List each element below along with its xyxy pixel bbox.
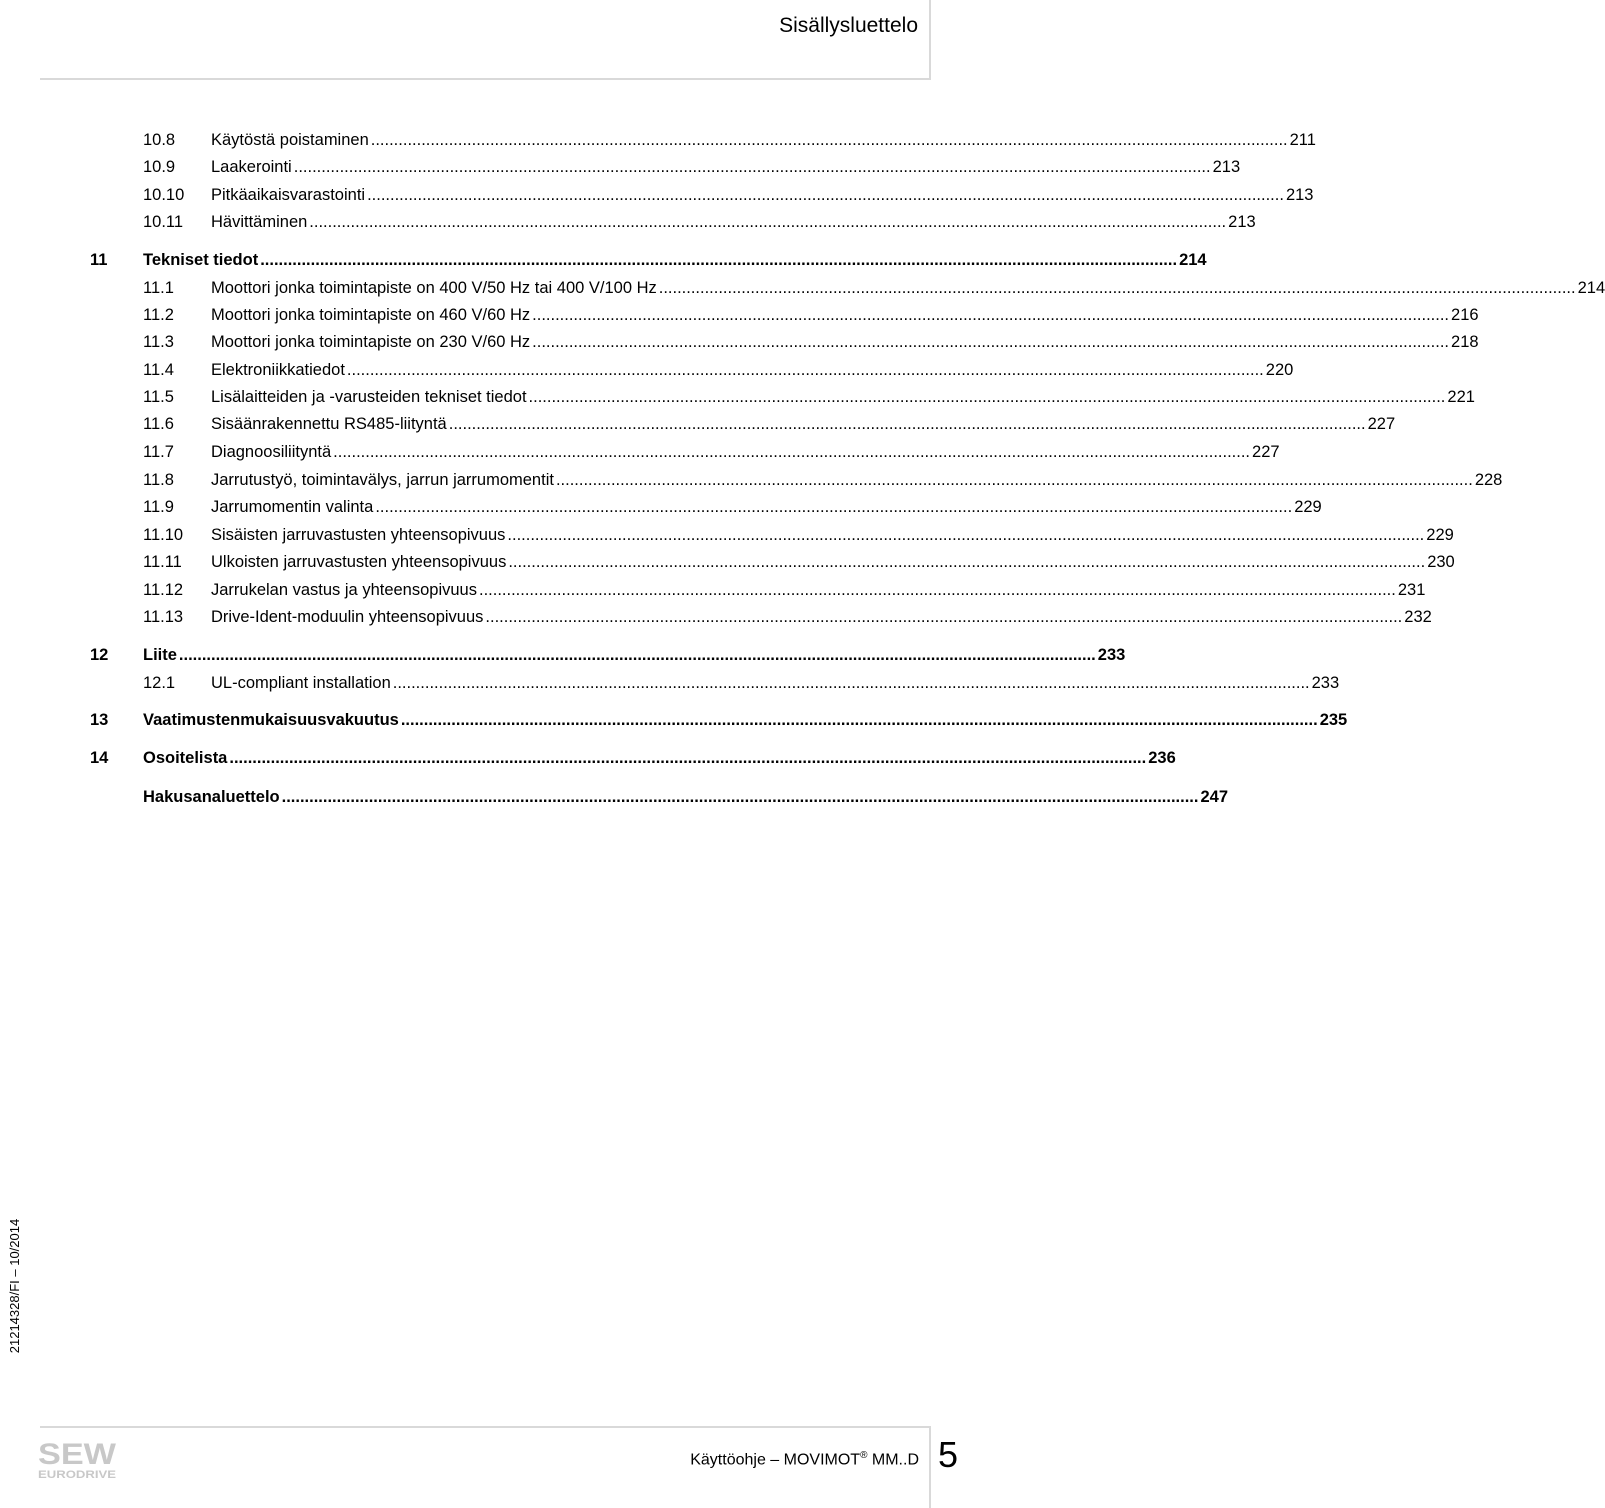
toc-leader-dots: ........................................................................................................................................................................................................ bbox=[448, 415, 1366, 433]
toc-entry-number: 11.2 bbox=[143, 306, 174, 324]
toc-leader-dots: ........................................................................................................................................................................................................ bbox=[293, 158, 1211, 176]
toc-entry-page: 247 bbox=[1200, 788, 1229, 806]
toc-leader-dots: ........................................................................................................................................................................................................ bbox=[229, 749, 1147, 767]
toc-entry-number: 11.1 bbox=[143, 279, 174, 297]
toc-leader-dots: ........................................................................................................................................................................................................ bbox=[370, 131, 1288, 149]
header-vertical-rule bbox=[929, 0, 931, 78]
toc-entry-title: Ulkoisten jarruvastusten yhteensopivuus bbox=[211, 553, 507, 571]
toc-entry-title: Sisäänrakennettu RS485-liityntä bbox=[211, 415, 447, 433]
footer-vertical-rule bbox=[929, 1426, 931, 1508]
toc-leader-dots: ........................................................................................................................................................................................................ bbox=[478, 581, 1396, 599]
toc-entry-number: 11 bbox=[90, 251, 108, 269]
toc-entry[interactable] bbox=[0, 787, 1229, 809]
toc-entry-number: 11.9 bbox=[143, 498, 174, 516]
toc-leader-dots: ........................................................................................................................................................................................................ bbox=[392, 674, 1310, 692]
toc-entry[interactable] bbox=[0, 470, 1503, 492]
toc-leader-dots: ........................................................................................................................................................................................................ bbox=[485, 608, 1403, 626]
toc-entry-title: Osoitelista bbox=[143, 749, 228, 767]
toc-entry-page: 233 bbox=[1311, 674, 1340, 692]
toc-entry[interactable] bbox=[0, 442, 1280, 464]
toc-entry-title: Jarrukelan vastus ja yhteensopivuus bbox=[211, 581, 477, 599]
toc-entry-page: 227 bbox=[1252, 443, 1280, 461]
toc-entry[interactable] bbox=[0, 360, 1294, 382]
toc-leader-dots: ........................................................................................................................................................................................................ bbox=[532, 306, 1450, 324]
toc-entry-number: 11.3 bbox=[143, 333, 174, 351]
toc-entry-number: 10.8 bbox=[143, 131, 176, 149]
toc-leader-dots: ........................................................................................................................................................................................................ bbox=[260, 251, 1178, 269]
toc-entry-title: Jarrumomentin valinta bbox=[211, 498, 374, 516]
toc-entry[interactable] bbox=[0, 305, 1479, 327]
toc-entry[interactable] bbox=[0, 673, 1340, 695]
toc-entry[interactable] bbox=[0, 387, 1475, 409]
toc-entry-page: 235 bbox=[1319, 711, 1348, 729]
toc-entry-number: 11.5 bbox=[143, 388, 174, 406]
toc-entry-number: 11.12 bbox=[143, 581, 184, 599]
toc-leader-dots: ........................................................................................................................................................................................................ bbox=[658, 279, 1576, 297]
toc-entry-title: Hakusanaluettelo bbox=[143, 788, 280, 806]
toc-entry-page: 214 bbox=[1179, 251, 1207, 269]
toc-entry-number: 12 bbox=[90, 646, 109, 664]
toc-entry[interactable] bbox=[0, 332, 1479, 354]
footer-horizontal-rule bbox=[40, 1426, 930, 1428]
toc-entry-number: 12.1 bbox=[143, 674, 176, 692]
toc-entry-title: Käytöstä poistaminen bbox=[211, 131, 369, 149]
toc-leader-dots: ........................................................................................................................................................................................................ bbox=[555, 471, 1473, 489]
toc-entry[interactable] bbox=[0, 185, 1314, 207]
toc-entry[interactable] bbox=[0, 710, 1348, 732]
toc-entry-title: Liite bbox=[143, 646, 177, 664]
page-number: 5 bbox=[938, 1434, 959, 1475]
footer-doc-prefix: Käyttöohje – MOVIMOT bbox=[690, 1451, 861, 1469]
toc-entry[interactable] bbox=[0, 212, 1256, 234]
toc-entry[interactable] bbox=[0, 580, 1426, 602]
toc-entry-page: 221 bbox=[1447, 388, 1475, 406]
toc-entry-page: 211 bbox=[1289, 131, 1316, 149]
toc-entry-page: 233 bbox=[1097, 646, 1126, 664]
toc-entry-number: 11.7 bbox=[143, 443, 174, 461]
toc-leader-dots: ........................................................................................................................................................................................................ bbox=[178, 646, 1096, 664]
toc-entry-page: 213 bbox=[1228, 213, 1256, 231]
header-title: Sisällysluettelo bbox=[779, 14, 918, 37]
toc-entry-title: Moottori jonka toimintapiste on 460 V/60 Hz bbox=[211, 306, 531, 324]
toc-entry[interactable] bbox=[0, 748, 1176, 770]
toc-entry-number: 11.8 bbox=[143, 471, 174, 489]
toc-entry-page: 227 bbox=[1367, 415, 1396, 433]
toc-entry-page: 229 bbox=[1426, 526, 1454, 544]
toc-leader-dots: ........................................................................................................................................................................................................ bbox=[333, 443, 1251, 461]
toc-entry-title: Jarrutustyö, toimintavälys, jarrun jarrumomentit bbox=[211, 471, 554, 489]
toc-entry-page: 218 bbox=[1451, 333, 1479, 351]
toc-entry-title: Vaatimustenmukaisuusvakuutus bbox=[143, 711, 399, 729]
logo-line2: EURODRIVE bbox=[38, 1469, 116, 1481]
footer-document-title bbox=[690, 1450, 919, 1469]
toc-entry-page: 216 bbox=[1451, 306, 1479, 324]
toc-entry-title: Drive-Ident-moduulin yhteensopivuus bbox=[211, 608, 484, 626]
toc-entry-number: 10.10 bbox=[143, 186, 185, 204]
toc-entry-number: 10.11 bbox=[143, 213, 184, 231]
toc-entry[interactable] bbox=[0, 645, 1126, 667]
toc-entry-title: Moottori jonka toimintapiste on 230 V/60 Hz bbox=[211, 333, 531, 351]
toc-entry[interactable] bbox=[0, 130, 1316, 152]
toc-entry-title: Hävittäminen bbox=[211, 213, 308, 231]
toc-entry[interactable] bbox=[0, 607, 1432, 629]
toc-entry-page: 213 bbox=[1212, 158, 1241, 176]
toc-entry-page: 214 bbox=[1577, 279, 1605, 297]
toc-entry-number: 11.10 bbox=[143, 526, 184, 544]
toc-entry-title: UL-compliant installation bbox=[211, 674, 391, 692]
toc-entry-page: 229 bbox=[1294, 498, 1322, 516]
toc-entry-title: Lisälaitteiden ja -varusteiden tekniset tiedot bbox=[211, 388, 527, 406]
toc-entry-number: 10.9 bbox=[143, 158, 176, 176]
toc-entry-number: 14 bbox=[90, 749, 109, 767]
toc-entry-title: Laakerointi bbox=[211, 158, 292, 176]
toc-entry[interactable] bbox=[0, 250, 1207, 272]
toc-leader-dots: ........................................................................................................................................................................................................ bbox=[528, 388, 1446, 406]
toc-leader-dots: ........................................................................................................................................................................................................ bbox=[400, 711, 1318, 729]
toc-entry-page: 230 bbox=[1427, 553, 1455, 571]
toc-entry-page: 213 bbox=[1285, 186, 1314, 204]
toc-leader-dots: ........................................................................................................................................................................................................ bbox=[367, 186, 1284, 204]
toc-leader-dots: ........................................................................................................................................................................................................ bbox=[309, 213, 1227, 231]
logo-line1: SEW bbox=[38, 1438, 117, 1471]
toc-leader-dots: ........................................................................................................................................................................................................ bbox=[281, 788, 1199, 806]
toc-leader-dots: ........................................................................................................................................................................................................ bbox=[507, 526, 1425, 544]
toc-leader-dots: ........................................................................................................................................................................................................ bbox=[346, 361, 1264, 379]
sew-eurodrive-logo bbox=[38, 1440, 118, 1482]
document-code: 21214328/FI – 10/2014 bbox=[7, 1218, 22, 1354]
toc-entry-page: 220 bbox=[1265, 361, 1294, 379]
toc-entry[interactable] bbox=[0, 278, 1605, 300]
toc-entry-title: Moottori jonka toimintapiste on 400 V/50 Hz tai 400 V/100 Hz bbox=[211, 279, 657, 297]
toc-entry-title: Elektroniikkatiedot bbox=[211, 361, 345, 379]
toc-entry[interactable] bbox=[0, 525, 1454, 547]
header-horizontal-rule bbox=[40, 78, 931, 80]
toc-entry[interactable] bbox=[0, 157, 1241, 179]
toc-entry-page: 232 bbox=[1404, 608, 1432, 626]
toc-leader-dots: ........................................................................................................................................................................................................ bbox=[375, 498, 1293, 516]
footer-registered-mark: ® bbox=[860, 1450, 868, 1461]
toc-entry-number: 11.6 bbox=[143, 415, 174, 433]
toc-entry-title: Pitkäaikaisvarastointi bbox=[211, 186, 366, 204]
toc-entry-number: 13 bbox=[90, 711, 109, 729]
toc-leader-dots: ........................................................................................................................................................................................................ bbox=[532, 333, 1450, 351]
toc-entry-title: Diagnoosiliityntä bbox=[211, 443, 332, 461]
footer-doc-suffix: MM..D bbox=[867, 1451, 919, 1469]
toc-entry[interactable] bbox=[0, 552, 1455, 574]
toc-entry[interactable] bbox=[0, 497, 1322, 519]
toc-entry[interactable] bbox=[0, 414, 1396, 436]
toc-entry-number: 11.4 bbox=[143, 361, 174, 379]
toc-leader-dots: ........................................................................................................................................................................................................ bbox=[508, 553, 1426, 571]
toc-entry-page: 228 bbox=[1474, 471, 1503, 489]
toc-entry-page: 231 bbox=[1397, 581, 1426, 599]
toc-entry-title: Tekniset tiedot bbox=[143, 251, 259, 269]
toc-entry-title: Sisäisten jarruvastusten yhteensopivuus bbox=[211, 526, 506, 544]
toc-entry-number: 11.13 bbox=[143, 608, 184, 626]
toc-entry-page: 236 bbox=[1148, 749, 1176, 767]
toc-entry-number: 11.11 bbox=[143, 553, 182, 571]
